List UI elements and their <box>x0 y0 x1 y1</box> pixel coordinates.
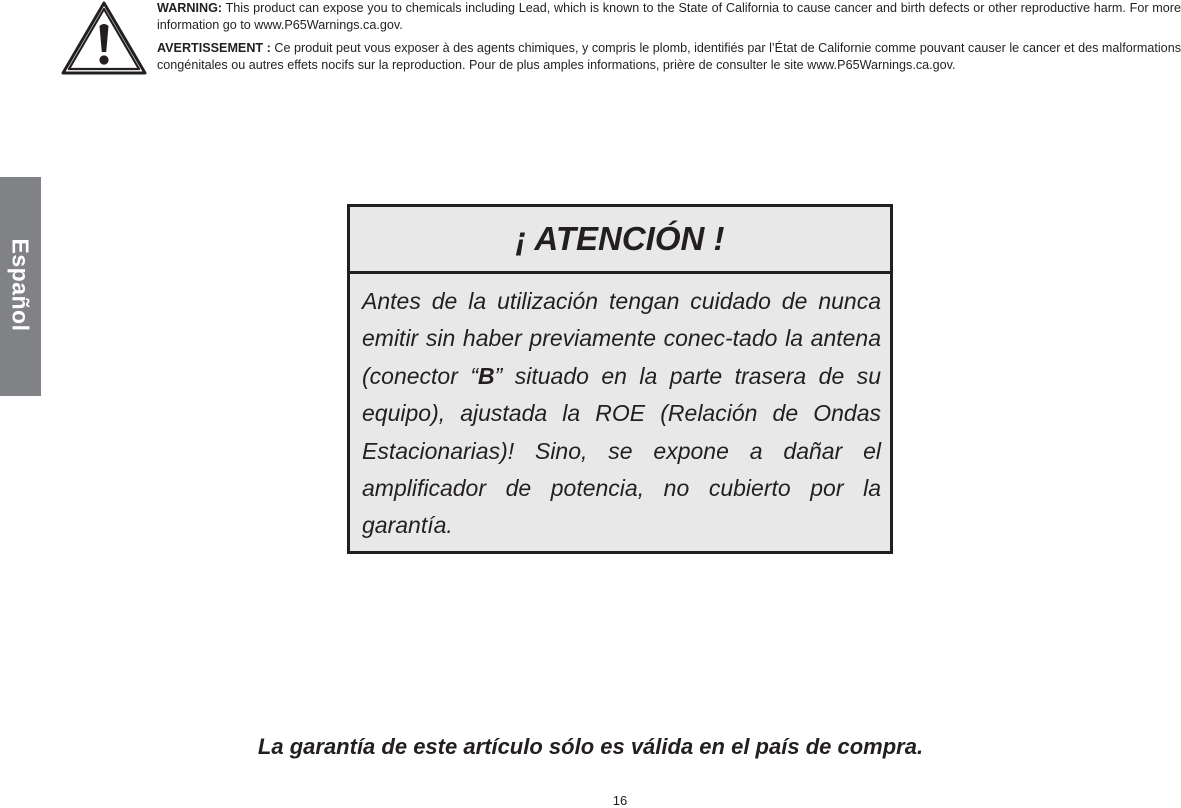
attention-notice-title: ¡ ATENCIÓN ! <box>350 207 890 274</box>
attention-notice-body <box>350 274 890 545</box>
notice-body-text-1: Antes de la utilización tengan cuidado de nunca emitir sin haber previamente conec-tado la antena (conector “ <box>362 288 881 389</box>
warning-triangle-icon <box>60 0 148 76</box>
warning-english <box>157 0 1181 34</box>
notice-body-text-2: ” situado en la parte trasera de su equipo), ajustada la ROE (Relación de Ondas Estacionarias)! Sino, se expone a dañar el amplificador de potencia, no cubierto por la garantía. <box>362 362 881 539</box>
language-tab-label: Español <box>7 238 34 332</box>
warning-english-label: WARNING: <box>157 1 223 15</box>
warning-english-text: This product can expose you to chemicals including Lead, which is known to the State of California to cause cancer and birth defects or other reproductive harm. For more information go to www.P65Warnings.ca.gov. <box>157 1 1181 32</box>
language-side-tab <box>0 177 41 396</box>
warranty-note: La garantía de este artículo sólo es válida en el país de compra. <box>257 734 924 759</box>
prop65-warning <box>157 0 1181 80</box>
warning-french <box>157 40 1181 74</box>
page-number: 16 <box>612 793 628 808</box>
attention-notice-box <box>347 204 893 554</box>
notice-connector-letter: B <box>478 362 495 389</box>
warning-french-label: AVERTISSEMENT : <box>157 41 271 55</box>
warning-french-text: Ce produit peut vous exposer à des agents chimiques, y compris le plomb, identifiés par l’État de Californie comme pouvant causer le cancer et des malformations congénitales ou autres effets nocifs sur la reproduction. Pour de plus amples informations, prière de consulter le site www.P65Warnings.ca.gov. <box>157 41 1181 72</box>
